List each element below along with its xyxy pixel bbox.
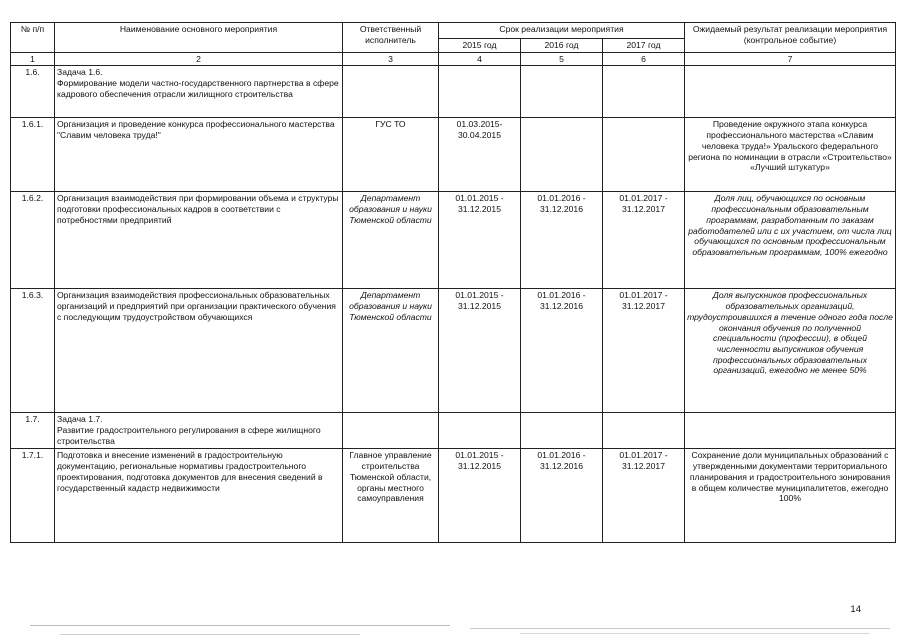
row-result: Доля выпускников профессиональных образовательных организаций, трудоустроившихся в течение одного года после окончания обучения по полученной специальности (профессии), в общей численности выпускников обучения профессиональных образовательных организаций, ежегодно не менее 50% [685,289,896,413]
row-result [685,66,896,118]
row-2016 [521,118,603,192]
column-numbers-row [11,52,896,66]
table-row [11,192,896,289]
row-responsible [343,66,439,118]
header-result: Ожидаемый результат реализации мероприятия (контрольное событие) [685,23,896,53]
column-number: 1 [11,52,55,66]
header-2017: 2017 год [603,39,685,53]
table-row [11,118,896,192]
row-2016 [521,66,603,118]
column-number: 2 [55,52,343,66]
scan-artifact-line [30,625,450,626]
row-2017 [603,118,685,192]
row-name: Организация взаимодействия при формировании объема и структуры подготовки профессиональных кадров в соответствии с потребностями предприятий [55,192,343,289]
table-row [11,66,896,118]
column-number: 7 [685,52,896,66]
row-number: 1.6.1. [11,118,55,192]
measures-table [10,22,896,543]
row-2015: 01.03.2015- 30.04.2015 [439,118,521,192]
table-row [11,289,896,413]
row-2015: 01.01.2015 - 31.12.2015 [439,192,521,289]
row-number: 1.6.2. [11,192,55,289]
row-name: Задача 1.7. Развитие градостроительного регулирования в сфере жилищного строительства [55,413,343,449]
column-number: 3 [343,52,439,66]
column-number: 5 [521,52,603,66]
table-row [11,449,896,543]
header-num: № п/п [11,23,55,53]
row-2016: 01.01.2016 - 31.12.2016 [521,192,603,289]
row-number: 1.6. [11,66,55,118]
row-responsible: ГУС ТО [343,118,439,192]
header-2016: 2016 год [521,39,603,53]
row-2017 [603,66,685,118]
row-number: 1.7. [11,413,55,449]
row-2017: 01.01.2017 - 31.12.2017 [603,449,685,543]
header-2015: 2015 год [439,39,521,53]
row-2015: 01.01.2015 - 31.12.2015 [439,449,521,543]
column-number: 6 [603,52,685,66]
row-result: Сохранение доли муниципальных образований с утвержденными документами территориального планирования и градостроительного зонирования в общем количестве муниципалитетов, ежегодно 100% [685,449,896,543]
row-2016: 01.01.2016 - 31.12.2016 [521,289,603,413]
row-2017: 01.01.2017 - 31.12.2017 [603,192,685,289]
row-name: Задача 1.6. Формирование модели частно-государственного партнерства в сфере кадрового обеспечения отрасли жилищного строительства [55,66,343,118]
row-responsible [343,413,439,449]
column-number: 4 [439,52,521,66]
row-name: Организация взаимодействия профессиональных образовательных организаций и предприятий при организации практического обучения с последующим трудоустройством обучающихся [55,289,343,413]
row-result: Доля лиц, обучающихся по основным профессиональным образовательным программам, разработанным по заказам работодателей или с их участием, от числа лиц обучающихся по основным профессиональным образовательным программам, 100% ежегодно [685,192,896,289]
header-name: Наименование основного мероприятия [55,23,343,53]
row-2015 [439,413,521,449]
row-2015: 01.01.2015 - 31.12.2015 [439,289,521,413]
row-2016 [521,413,603,449]
row-2016: 01.01.2016 - 31.12.2016 [521,449,603,543]
row-number: 1.6.3. [11,289,55,413]
scan-artifact-line [60,634,360,635]
scan-artifact-line [520,633,870,634]
table-row [11,413,896,449]
row-2017 [603,413,685,449]
row-name: Организация и проведение конкурса профессионального мастерства "Славим человека труда!" [55,118,343,192]
row-result: Проведение окружного этапа конкурса профессионального мастерства «Славим человека труда!» Уральского федерального региона по номинации в отрасли «Строительство» «Лучший штукатур» [685,118,896,192]
header-responsible: Ответственный исполнитель [343,23,439,53]
header-period: Срок реализации мероприятия [439,23,685,39]
row-2017: 01.01.2017 - 31.12.2017 [603,289,685,413]
row-responsible: Главное управление строительства Тюменской области, органы местного самоуправления [343,449,439,543]
row-2015 [439,66,521,118]
row-name: Подготовка и внесение изменений в градостроительную документацию, региональные нормативы градостроительного проектирования, подготовка документов для внесения сведений в государственный кадастр недвижимости [55,449,343,543]
row-result [685,413,896,449]
row-responsible: Департамент образования и науки Тюменской области [343,289,439,413]
page-number: 14 [850,604,861,615]
scan-artifact-line [470,628,890,629]
row-responsible: Департамент образования и науки Тюменской области [343,192,439,289]
row-number: 1.7.1. [11,449,55,543]
